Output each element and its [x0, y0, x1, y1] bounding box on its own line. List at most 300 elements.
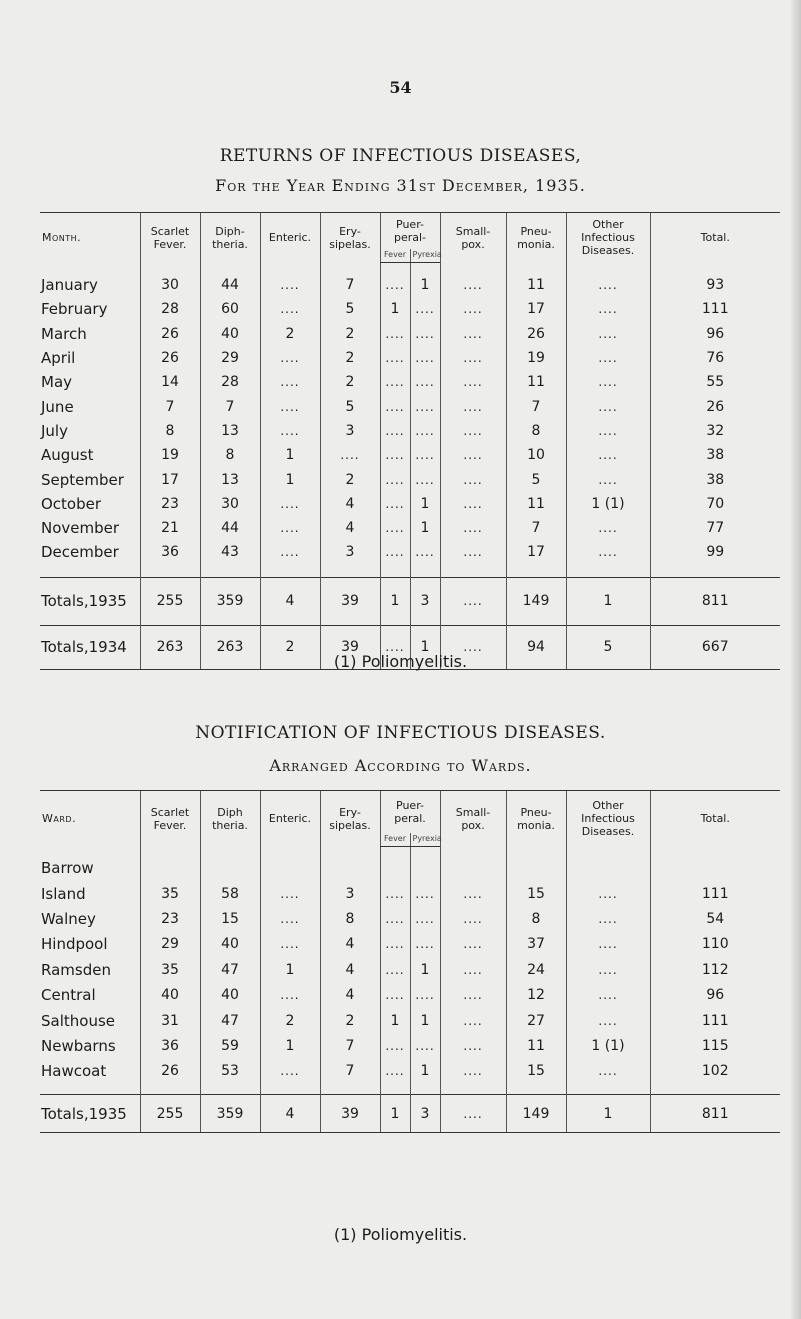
returns-title: RETURNS OF INFECTIOUS DISEASES,: [219, 146, 582, 166]
table-cell: ....: [440, 1095, 506, 1133]
table-cell: 8: [506, 906, 566, 931]
table-cell: ....: [380, 957, 410, 982]
table-cell: [260, 855, 320, 881]
table-cell: ....: [566, 370, 650, 394]
table-cell: 27: [506, 1008, 566, 1033]
table-cell: 149: [506, 1095, 566, 1133]
table-cell: 94: [506, 625, 566, 669]
spacer-cell: [566, 565, 650, 578]
table-cell: ....: [440, 906, 506, 931]
table-cell: 149: [506, 577, 566, 625]
table-cell: 5: [320, 297, 380, 321]
table-cell: 8: [320, 906, 380, 931]
table-cell: ....: [380, 983, 410, 1008]
table-cell: ....: [440, 394, 506, 418]
table-cell: 1: [566, 577, 650, 625]
spacer-row: [40, 847, 780, 856]
page-number: 54: [389, 78, 412, 97]
table-cell: 3: [320, 881, 380, 906]
table-cell: 40: [200, 932, 260, 957]
spacer-cell: [566, 263, 650, 274]
table-cell: ....: [440, 1059, 506, 1084]
table-cell: ....: [380, 394, 410, 418]
table-cell: ....: [566, 932, 650, 957]
spacer-cell: [140, 565, 200, 578]
spacer-cell: [320, 847, 380, 856]
table-cell: 31: [140, 1008, 200, 1033]
table-cell: 19: [140, 443, 200, 467]
table-cell: ....: [320, 443, 380, 467]
table-cell: 32: [650, 419, 780, 443]
table-cell: ....: [566, 1008, 650, 1033]
table-cell: ....: [380, 881, 410, 906]
table-cell: 2: [320, 322, 380, 346]
table-cell: ....: [440, 297, 506, 321]
spacer-cell: [320, 565, 380, 578]
table-cell: ....: [440, 419, 506, 443]
row-label: September: [41, 470, 124, 489]
row-label: November: [41, 519, 120, 538]
table-cell: 3: [320, 540, 380, 564]
table-cell: 1: [380, 1095, 410, 1133]
table-cell: 263: [200, 625, 260, 669]
table-cell: 39: [320, 577, 380, 625]
table-cell: ....: [410, 297, 440, 321]
table-cell: ....: [440, 467, 506, 491]
spacer-cell: [566, 847, 650, 856]
table-cell: 5: [506, 467, 566, 491]
table-cell: 53: [200, 1059, 260, 1084]
header-ward: Ward.: [40, 791, 140, 847]
table-cell: [440, 855, 506, 881]
header-puerperal: Puer- peral-: [380, 213, 440, 249]
table-cell: ....: [260, 906, 320, 931]
table-cell: 15: [506, 1059, 566, 1084]
table-cell: 77: [650, 516, 780, 540]
spacer-row: [40, 263, 780, 274]
spacer-cell: [380, 847, 410, 856]
table-cell: 8: [506, 419, 566, 443]
table-row: [40, 983, 780, 1008]
row-label: Newbarns: [41, 1037, 116, 1056]
header-other-infectious: Other Infectious Diseases.: [566, 791, 650, 847]
table-cell: ....: [566, 443, 650, 467]
header-scarlet-fever: Scarlet Fever.: [140, 213, 200, 263]
table-cell: 29: [140, 932, 200, 957]
table-cell: 40: [200, 983, 260, 1008]
header-smallpox: Small- pox.: [440, 791, 506, 847]
table-row: [40, 492, 780, 516]
table-cell: 4: [320, 932, 380, 957]
table-cell: 1: [260, 1033, 320, 1058]
table-cell: 26: [650, 394, 780, 418]
table-cell: [200, 855, 260, 881]
spacer-cell: [506, 1084, 566, 1095]
table-cell: 1: [410, 957, 440, 982]
table-row: [40, 419, 780, 443]
spacer-cell: [40, 1084, 140, 1095]
notification-title: NOTIFICATION OF INFECTIOUS DISEASES.: [195, 723, 606, 743]
table-cell: ....: [260, 419, 320, 443]
header-erysipelas: Ery- sipelas.: [320, 213, 380, 263]
header-puerperal-fever: Fever: [380, 249, 410, 263]
table-cell: ....: [566, 540, 650, 564]
table-cell: 102: [650, 1059, 780, 1084]
table-cell: 60: [200, 297, 260, 321]
table-cell: ....: [380, 1059, 410, 1084]
table-cell: 10: [506, 443, 566, 467]
table-cell: ....: [440, 273, 506, 297]
table-cell: 1: [260, 443, 320, 467]
table-cell: [650, 855, 780, 881]
table-cell: ....: [380, 1033, 410, 1058]
header-diphtheria: Diph theria.: [200, 791, 260, 847]
table-cell: ....: [410, 881, 440, 906]
table-cell: 3: [320, 419, 380, 443]
table-cell: 263: [140, 625, 200, 669]
table-cell: 1: [410, 516, 440, 540]
spacer-cell: [650, 263, 780, 274]
table-cell: 13: [200, 467, 260, 491]
table-cell: 2: [320, 370, 380, 394]
spacer-cell: [506, 847, 566, 856]
table-cell: ....: [566, 881, 650, 906]
ward-group-row: [40, 855, 780, 881]
spacer-cell: [410, 263, 440, 274]
table-cell: ....: [410, 346, 440, 370]
table-cell: ....: [440, 577, 506, 625]
table-cell: ....: [410, 983, 440, 1008]
row-label: Central: [41, 986, 96, 1005]
table-cell: ....: [440, 346, 506, 370]
table-cell: 39: [320, 625, 380, 669]
table-cell: [410, 855, 440, 881]
returns-table: [40, 212, 780, 670]
table-cell: 811: [650, 577, 780, 625]
table-cell: 35: [140, 957, 200, 982]
table-row: [40, 1059, 780, 1084]
table-cell: ....: [380, 346, 410, 370]
table-cell: 1: [410, 625, 440, 669]
spacer-cell: [380, 1084, 410, 1095]
table-row: [40, 1033, 780, 1058]
row-label: March: [41, 324, 87, 343]
row-label: August: [41, 446, 94, 465]
table-cell: [566, 855, 650, 881]
table-row: [40, 273, 780, 297]
spacer-cell: [40, 565, 140, 578]
table-cell: 99: [650, 540, 780, 564]
table-cell: ....: [380, 467, 410, 491]
table-cell: 1: [410, 273, 440, 297]
table-cell: 96: [650, 983, 780, 1008]
table-cell: 26: [140, 322, 200, 346]
table-cell: ....: [566, 467, 650, 491]
row-label: October: [41, 494, 102, 513]
header-diphtheria: Diph- theria.: [200, 213, 260, 263]
table-cell: 30: [140, 273, 200, 297]
spacer-cell: [440, 565, 506, 578]
table-cell: ....: [410, 467, 440, 491]
table-cell: 43: [200, 540, 260, 564]
wards-table: [40, 790, 780, 1133]
returns-footnote: (1) Poliomyelitis.: [333, 652, 468, 671]
table-cell: ....: [566, 346, 650, 370]
table-cell: 15: [200, 906, 260, 931]
table-cell: 1: [380, 297, 410, 321]
spacer-row: [40, 1084, 780, 1095]
wards-footnote: (1) Poliomyelitis.: [333, 1225, 468, 1244]
header-erysipelas: Ery- sipelas.: [320, 791, 380, 847]
table-cell: 44: [200, 516, 260, 540]
table-row: [40, 881, 780, 906]
table-cell: ....: [410, 443, 440, 467]
spacer-cell: [380, 263, 410, 274]
table-cell: 115: [650, 1033, 780, 1058]
header-enteric: Enteric.: [260, 791, 320, 847]
notification-subtitle: Arranged According to Wards.: [269, 756, 532, 775]
table-cell: 7: [506, 394, 566, 418]
spacer-cell: [320, 263, 380, 274]
table-cell: 17: [140, 467, 200, 491]
header-total: Total.: [650, 213, 780, 263]
table-cell: 19: [506, 346, 566, 370]
table-cell: 40: [200, 322, 260, 346]
row-label: Ramsden: [41, 960, 111, 979]
table-row: [40, 370, 780, 394]
table-cell: 26: [140, 346, 200, 370]
table-cell: ....: [566, 394, 650, 418]
header-puerperal-pyrexia: Pyrexia: [410, 833, 440, 847]
table-cell: 44: [200, 273, 260, 297]
spacer-cell: [260, 565, 320, 578]
table-cell: 111: [650, 881, 780, 906]
table-cell: ....: [440, 370, 506, 394]
row-label: May: [41, 373, 73, 392]
table-cell: 23: [140, 906, 200, 931]
table-cell: [506, 855, 566, 881]
spacer-cell: [506, 263, 566, 274]
table-cell: ....: [380, 906, 410, 931]
spacer-cell: [440, 263, 506, 274]
table-row: [40, 540, 780, 564]
table-cell: 11: [506, 370, 566, 394]
table-cell: ....: [380, 516, 410, 540]
table-row: [40, 346, 780, 370]
table-cell: 17: [506, 540, 566, 564]
table-cell: ....: [380, 443, 410, 467]
table-cell: ....: [410, 1033, 440, 1058]
row-label: February: [41, 300, 108, 319]
table-cell: ....: [380, 419, 410, 443]
table-cell: 1: [410, 492, 440, 516]
table-cell: 8: [140, 419, 200, 443]
table-cell: ....: [440, 322, 506, 346]
table-cell: ....: [566, 419, 650, 443]
spacer-cell: [410, 565, 440, 578]
table-cell: ....: [410, 394, 440, 418]
table-cell: ....: [380, 370, 410, 394]
header-puerperal: Puer- peral.: [380, 791, 440, 833]
table-cell: 13: [200, 419, 260, 443]
table-cell: 359: [200, 577, 260, 625]
table-cell: 55: [650, 370, 780, 394]
spacer-cell: [380, 565, 410, 578]
table-cell: [380, 855, 410, 881]
table-cell: 21: [140, 516, 200, 540]
table-cell: 4: [320, 492, 380, 516]
table-cell: 26: [140, 1059, 200, 1084]
table-cell: ....: [440, 516, 506, 540]
table-cell: 111: [650, 297, 780, 321]
table-cell: 15: [506, 881, 566, 906]
table-cell: 7: [140, 394, 200, 418]
spacer-cell: [650, 1084, 780, 1095]
table-cell: 1: [566, 1095, 650, 1133]
table-cell: ....: [260, 540, 320, 564]
table-cell: 2: [260, 322, 320, 346]
table-cell: ....: [410, 322, 440, 346]
header-puerperal-fever: Fever: [380, 833, 410, 847]
table-cell: 2: [320, 1008, 380, 1033]
header-total: Total.: [650, 791, 780, 847]
table-row: [40, 957, 780, 982]
row-label: Totals,1935: [40, 577, 140, 625]
table-cell: 4: [260, 577, 320, 625]
table-cell: ....: [440, 625, 506, 669]
row-label: Totals,1935: [40, 1095, 140, 1133]
table-cell: 14: [140, 370, 200, 394]
table-cell: ....: [380, 625, 410, 669]
header-pneumonia: Pneu- monia.: [506, 213, 566, 263]
table-cell: 58: [200, 881, 260, 906]
table-cell: 36: [140, 540, 200, 564]
table-cell: 1: [380, 1008, 410, 1033]
header-puerperal-pyrexia: Pyrexia: [410, 249, 440, 263]
table-row: [40, 906, 780, 931]
table-cell: 112: [650, 957, 780, 982]
table-cell: 8: [200, 443, 260, 467]
table-cell: 47: [200, 1008, 260, 1033]
table-cell: 110: [650, 932, 780, 957]
spacer-cell: [650, 847, 780, 856]
table-cell: 359: [200, 1095, 260, 1133]
spacer-cell: [40, 847, 140, 856]
row-label: Hawcoat: [41, 1062, 107, 1081]
header-scarlet-fever: Scarlet Fever.: [140, 791, 200, 847]
header-month: Month.: [40, 213, 140, 263]
spacer-cell: [200, 263, 260, 274]
spacer-cell: [200, 1084, 260, 1095]
table-cell: 11: [506, 273, 566, 297]
spacer-cell: [140, 847, 200, 856]
table-cell: 38: [650, 467, 780, 491]
spacer-cell: [566, 1084, 650, 1095]
spacer-cell: [506, 565, 566, 578]
table-cell: 3: [410, 1095, 440, 1133]
table-cell: 7: [320, 1059, 380, 1084]
table-cell: [140, 855, 200, 881]
row-label: Island: [41, 884, 86, 903]
table-cell: ....: [566, 906, 650, 931]
table-row: [40, 443, 780, 467]
table-cell: 7: [200, 394, 260, 418]
header-pneumonia: Pneu- monia.: [506, 791, 566, 847]
table-cell: ....: [410, 932, 440, 957]
table-cell: ....: [566, 957, 650, 982]
spacer-row: [40, 565, 780, 578]
table-cell: 35: [140, 881, 200, 906]
table-cell: 3: [410, 577, 440, 625]
table-cell: 38: [650, 443, 780, 467]
table-cell: 2: [260, 1008, 320, 1033]
row-label: Salthouse: [41, 1011, 115, 1030]
table-row: [40, 1008, 780, 1033]
table-cell: ....: [440, 1008, 506, 1033]
table-cell: 2: [260, 625, 320, 669]
header-enteric: Enteric.: [260, 213, 320, 263]
spacer-cell: [440, 1084, 506, 1095]
table-cell: 1: [410, 1008, 440, 1033]
table-cell: ....: [440, 932, 506, 957]
table-cell: ....: [260, 516, 320, 540]
table-cell: 1: [260, 467, 320, 491]
table-cell: 11: [506, 492, 566, 516]
table-cell: ....: [380, 322, 410, 346]
row-label: Totals,1934: [40, 625, 140, 669]
ward-group-label: Barrow: [41, 859, 94, 877]
table-row: [40, 932, 780, 957]
table-cell: 28: [140, 297, 200, 321]
table-cell: ....: [410, 370, 440, 394]
table-cell: 93: [650, 273, 780, 297]
table-cell: 2: [320, 346, 380, 370]
table-cell: 37: [506, 932, 566, 957]
row-label: July: [41, 421, 68, 440]
table-cell: 23: [140, 492, 200, 516]
spacer-cell: [650, 565, 780, 578]
spacer-cell: [320, 1084, 380, 1095]
table-cell: ....: [566, 1059, 650, 1084]
table-cell: ....: [410, 540, 440, 564]
table-cell: 111: [650, 1008, 780, 1033]
spacer-cell: [410, 847, 440, 856]
table-cell: 1: [410, 1059, 440, 1084]
table-cell: ....: [260, 273, 320, 297]
row-label: Walney: [41, 910, 96, 929]
table-cell: 96: [650, 322, 780, 346]
table-cell: ....: [260, 983, 320, 1008]
header-smallpox: Small- pox.: [440, 213, 506, 263]
table-cell: ....: [566, 297, 650, 321]
table-cell: 4: [320, 983, 380, 1008]
spacer-cell: [260, 263, 320, 274]
table-cell: 4: [320, 957, 380, 982]
table-row: [40, 297, 780, 321]
spacer-cell: [200, 565, 260, 578]
table-row: [40, 516, 780, 540]
table-cell: ....: [410, 419, 440, 443]
header-other-infectious: Other Infectious Diseases.: [566, 213, 650, 263]
table-cell: 7: [320, 273, 380, 297]
table-cell: 30: [200, 492, 260, 516]
row-label: Hindpool: [41, 935, 108, 954]
table-cell: 29: [200, 346, 260, 370]
row-label: January: [41, 276, 98, 295]
table-cell: 24: [506, 957, 566, 982]
spacer-cell: [40, 263, 140, 274]
table-cell: ....: [440, 957, 506, 982]
